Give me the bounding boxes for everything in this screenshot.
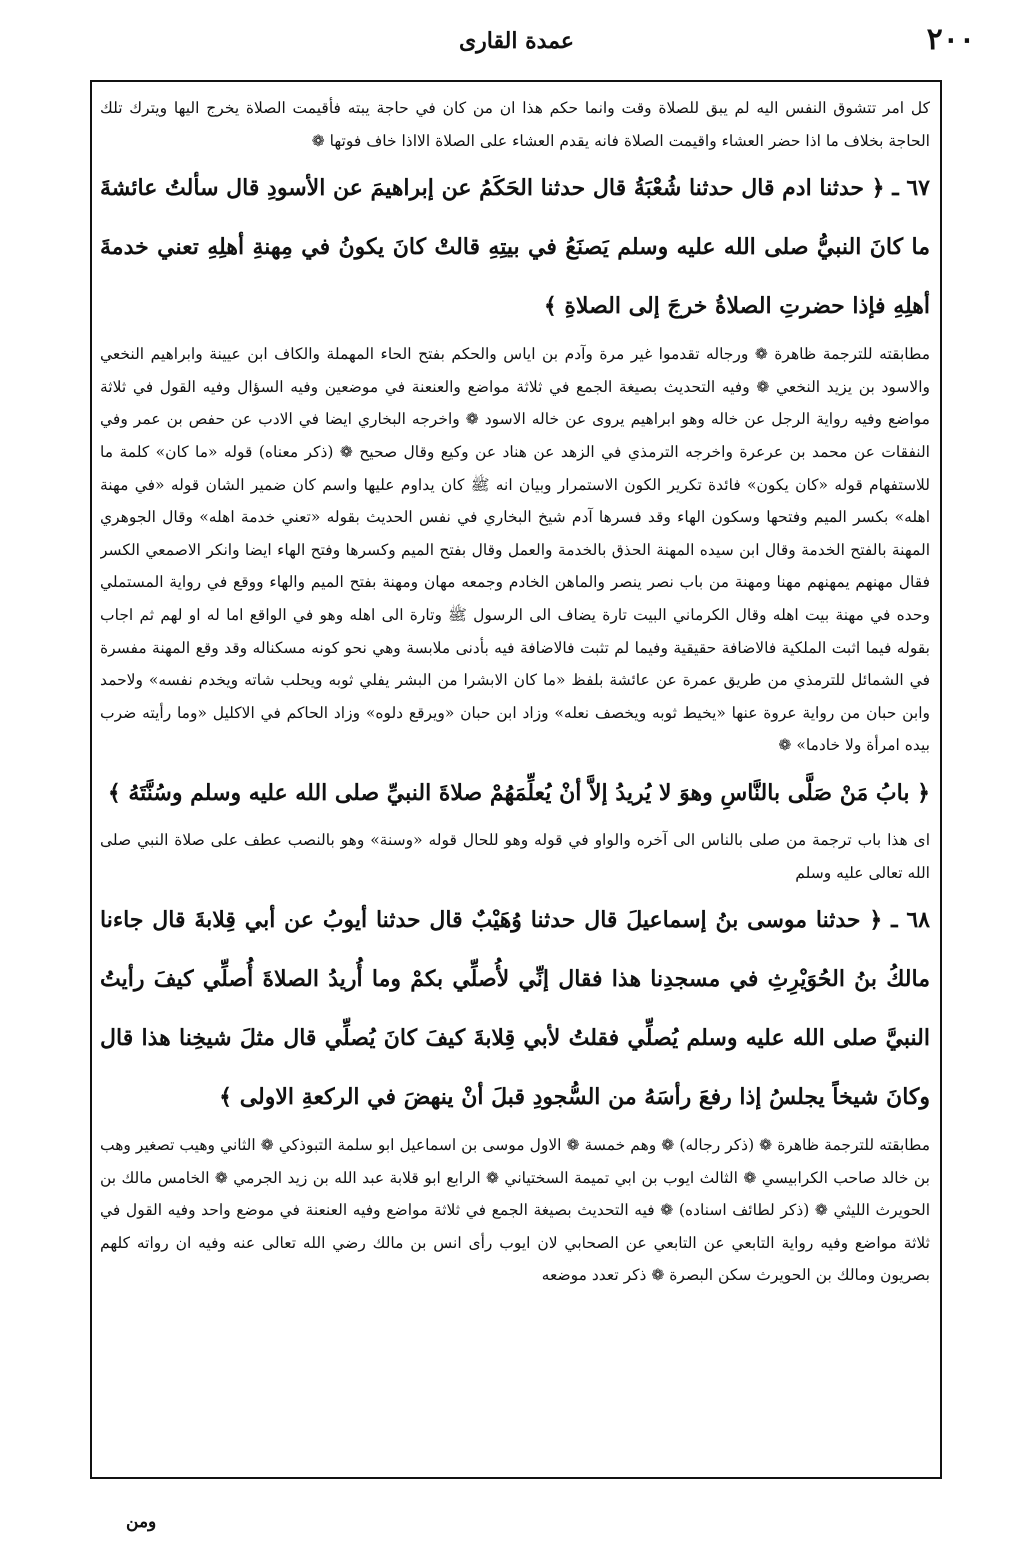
hadith-67-text: ٦٧ ـ ﴿ حدثنا ادم قال حدثنا شُعْبَةُ قال حدثنا الحَكَمُ عن إبراهيمَ عن الأسودِ قال سألتُ عائشةَ ما كانَ النبيُّ صلى الله عليه وسلم يَصنَعُ في بيتِهِ قالتْ كانَ يكونُ في مِهنةِ أهلِهِ تعني خدمةَ أهلِهِ فإذا حضرتِ الصلاةُ خرجَ إلى الصلاةِ ﴾ bbox=[100, 175, 930, 320]
catchword: ومن bbox=[126, 1512, 157, 1532]
page-content bbox=[100, 92, 930, 1472]
hadith-68-text: ٦٨ ـ ﴿ حدثنا موسى بنُ إسماعيلَ قال حدثنا وُهَيْبٌ قال حدثنا أيوبُ عن أبي قِلابةَ قال جاءنا مالكُ بنُ الحُوَيْرِثِ في مسجدِنا هذا فقال إنِّي لأُصلِّي بكمْ وما أُريدُ الصلاةَ أُصلِّي كيفَ رأيتُ النبيَّ صلى الله عليه وسلم يُصلِّي فقلتُ لأبي قِلابةَ كيفَ كانَ يُصلِّي قال مثلَ شيخِنا هذا قال وكانَ شيخاً يجلسُ إذا رفعَ رأسَهُ من السُّجودِ قبلَ أنْ ينهضَ في الركعةِ الاولى ﴾ bbox=[100, 907, 930, 1111]
commentary-paragraph: كل امر تتشوق النفس اليه لم يبق للصلاة وقت وانما حكم هذا ان من كان في حاجة يبته فأقيمت الصلاة يخرج اليها ويترك تلك الحاجة بخلاف ما اذا حضر العشاء واقيمت الصلاة فانه يقدم العشاء على الصلاة الااذا خاف فوتها ❁ bbox=[100, 99, 930, 150]
commentary-paragraph: اى هذا باب ترجمة من صلى بالناس الى آخره والواو في قوله وهو للحال قوله «وسنة» وهو بالنصب عطف على صلاة النبي صلى الله تعالى عليه وسلم bbox=[100, 830, 930, 882]
chapter-heading: ﴿ بابُ مَنْ صَلَّى بالنَّاسِ وهوَ لا يُريدُ إلاَّ أنْ يُعلِّمَهُمْ صلاةَ النبيِّ صلى الله عليه وسلم وسُنَّتَهُ ﴾ bbox=[107, 779, 930, 806]
commentary-paragraph: مطابقته للترجمة ظاهرة ❁ ورجاله تقدموا غير مرة وآدم بن اياس والحكم بفتح الحاء المهملة والكاف ابن عيينة وابراهيم النخعي والاسود بن يزيد النخعي ❁ وفيه التحديث بصيغة الجمع في ثلاثة مواضع والعنعنة في موضعين وفيه السؤال وفيه القول في ثلاثة مواضع وفيه رواية الرجل عن خاله وهو ابراهيم يروى عن خاله الاسود ❁ واخرجه البخاري ايضا في الادب عن حفص بن عمر وفي النفقات عن محمد بن عرعرة واخرجه الترمذي في الزهد عن هناد عن وكيع وقال صحيح ❁ (ذكر معناه) قوله «ما كان» كلمة ما للاستفهام قوله «كان يكون» فائدة تكرير الكون الاستمرار وبيان انه ﷺ كان يداوم عليها واسم كان ضمير الشان قوله «في مهنة اهله» بكسر الميم وفتحها وسكون الهاء وقد فسرها آدم شيخ البخاري في نفس الحديث بقوله «تعني خدمة اهله» وقال الجوهري المهنة بالفتح الخدمة وقال ابن سيده المهنة الحذق بالخدمة والعمل وقال بفتح الميم وكسرها وفتح الهاء ايضا وانكر الاصمعي الكسر فقال مهنهم يمهنهم مهنا ومهنة من باب نصر ينصر والماهن الخادم وجمعه مهان ومهنة بفتح الميم والهاء ووقع في رواية المستملي وحده في مهنة بيت اهله وقال الكرماني البيت تارة يضاف الى الرسول ﷺ وتارة الى اهله وهو في الواقع اما له او لهم ثم اجاب بقوله فيما اثبت الملكية فالاضافة حقيقية وفيما لم تثبت فالاضافة فيه بأدنى ملابسة وهي نحو كونه مسكناله وقد وقع المهنة مفسرة في الشمائل للترمذي من طريق عمرة عن عائشة بلفظ «ما كان الابشرا من البشر يفلي ثوبه ويحلب شاته ويخدم نفسه» ولاحمد وابن حبان من رواية عروة عنها «يخيط ثوبه ويخصف نعله» وزاد ابن حبان «ويرقع دلوه» وزاد الحاكم في الاكليل «وما رأيته ضرب بيده امرأة ولا خادما» ❁ bbox=[100, 345, 930, 755]
page-number: ٢٠٠ bbox=[926, 22, 975, 57]
page-header bbox=[0, 22, 1033, 72]
running-title: عمدة القاری bbox=[458, 28, 575, 54]
commentary-paragraph: مطابقته للترجمة ظاهرة ❁ (ذكر رجاله) ❁ وهم خمسة ❁ الاول موسى بن اسماعيل ابو سلمة التبوذكي ❁ الثاني وهيب تصغير وهب بن خالد صاحب الكرابيسي ❁ الثالث ايوب بن ابي تميمة السختياني ❁ الرابع ابو قلابة عبد الله بن زيد الجرمي ❁ الخامس مالك بن الحويرث الليثي ❁ (ذكر لطائف اسناده) ❁ فيه التحديث بصيغة الجمع في ثلاثة مواضع وفيه العنعنة في موضع واحد وفيه القول في ثلاثة مواضع وفيه رواية التابعي عن التابعي عن الصحابي لان ايوب رأى انس بن مالك رضي الله تعالى عنه وفيه ان رواته كلهم بصريون ومالك بن الحويرث سكن البصرة ❁ ذكر تعدد موضعه bbox=[100, 1136, 930, 1285]
